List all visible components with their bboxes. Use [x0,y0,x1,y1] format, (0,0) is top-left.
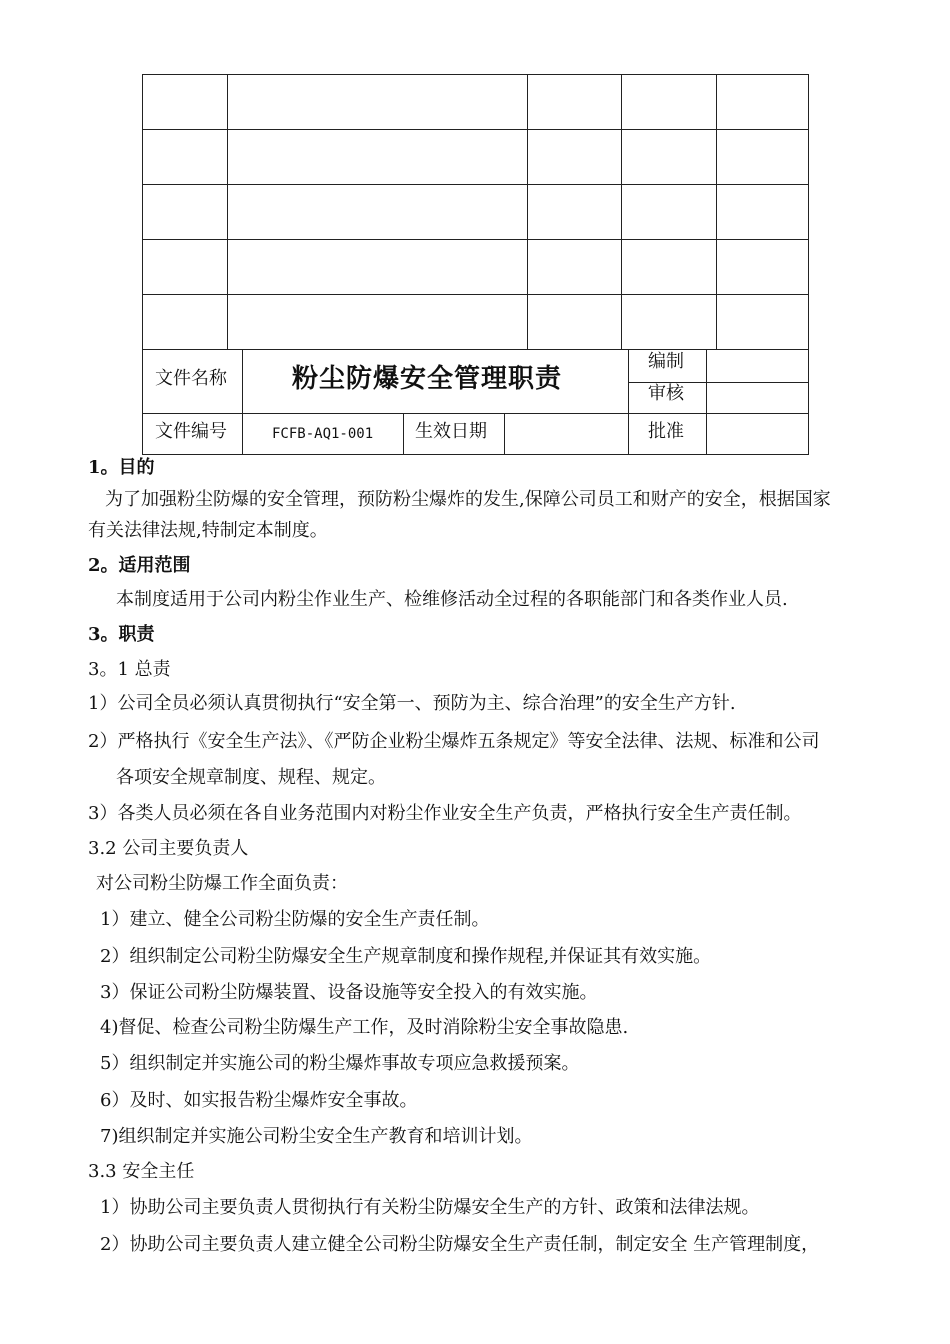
document-title: 粉尘防爆安全管理职责 [292,364,563,394]
list-item: 1）公司全员必须认真贯彻执行“安全第一、预防为主、综合治理”的安全生产方针. [88,693,736,714]
approve-label: 批准 [648,421,684,442]
paragraph-line: 本制度适用于公司内粉尘作业生产、检维修活动全过程的各职能部门和各类作业人员. [116,589,788,610]
list-item: 1）协助公司主要负责人贯彻执行有关粉尘防爆安全生产的方针、政策和法律法规。 [100,1197,760,1218]
table-rule [716,74,717,349]
table-rule [621,74,622,349]
table-rule [142,294,809,295]
table-rule [242,349,243,455]
table-rule [504,413,505,455]
paragraph-line: 为了加强粉尘防爆的安全管理，预防粉尘爆炸的发生,保障公司员工和财产的安全，根据国家 [105,489,831,510]
list-item: 2）协助公司主要负责人建立健全公司粉尘防爆安全生产责任制，制定安全 生产管理制度， [100,1234,820,1255]
list-item: 5）组织制定并实施公司的粉尘爆炸事故专项应急救援预案。 [100,1053,580,1074]
table-rule [142,184,809,185]
file-number-value: FCFB-AQ1-001 [272,426,374,442]
table-rule [628,349,629,455]
file-name-label: 文件名称 [155,368,227,389]
subsection-heading: 3.2 公司主要负责人 [88,838,249,859]
compile-label: 编制 [648,351,684,372]
section-heading: 2。适用范围 [88,555,191,576]
table-rule [227,74,228,349]
effective-date-label: 生效日期 [415,421,487,442]
table-border [142,74,809,75]
subsection-heading: 3.3 安全主任 [88,1161,195,1182]
file-number-label: 文件编号 [155,421,227,442]
table-border [142,74,143,455]
section-heading: 3。职责 [88,624,155,645]
table-border [808,74,809,455]
table-rule [142,129,809,130]
paragraph-line: 对公司粉尘防爆工作全面负责： [96,873,348,894]
review-label: 审核 [648,383,684,404]
list-item: 2）组织制定公司粉尘防爆安全生产规章制度和操作规程,并保证其有效实施。 [100,946,712,967]
list-item: 2）严格执行《安全生产法》、《严防企业粉尘爆炸五条规定》等安全法律、法规、标准和公司 [88,731,820,752]
list-item: 4)督促、检查公司粉尘防爆生产工作，及时消除粉尘安全事故隐患. [100,1017,629,1038]
list-item-continuation: 各项安全规章制度、规程、规定。 [116,767,386,788]
table-rule [706,349,707,455]
list-item: 6）及时、如实报告粉尘爆炸安全事故。 [100,1090,418,1111]
subsection-heading: 3。1 总责 [88,659,171,680]
table-rule [527,74,528,349]
document-header-table [142,74,809,455]
section-heading: 1。目的 [88,457,155,478]
list-item: 3）各类人员必须在各自业务范围内对粉尘作业安全生产负责，严格执行安全生产责任制。 [88,803,802,824]
paragraph-line: 有关法律法规,特制定本制度。 [88,520,328,541]
list-item: 1）建立、健全公司粉尘防爆的安全生产责任制。 [100,909,490,930]
table-rule [403,413,404,455]
table-rule [142,239,809,240]
list-item: 7)组织制定并实施公司粉尘安全生产教育和培训计划。 [100,1126,533,1147]
list-item: 3）保证公司粉尘防爆装置、设备设施等安全投入的有效实施。 [100,982,598,1003]
